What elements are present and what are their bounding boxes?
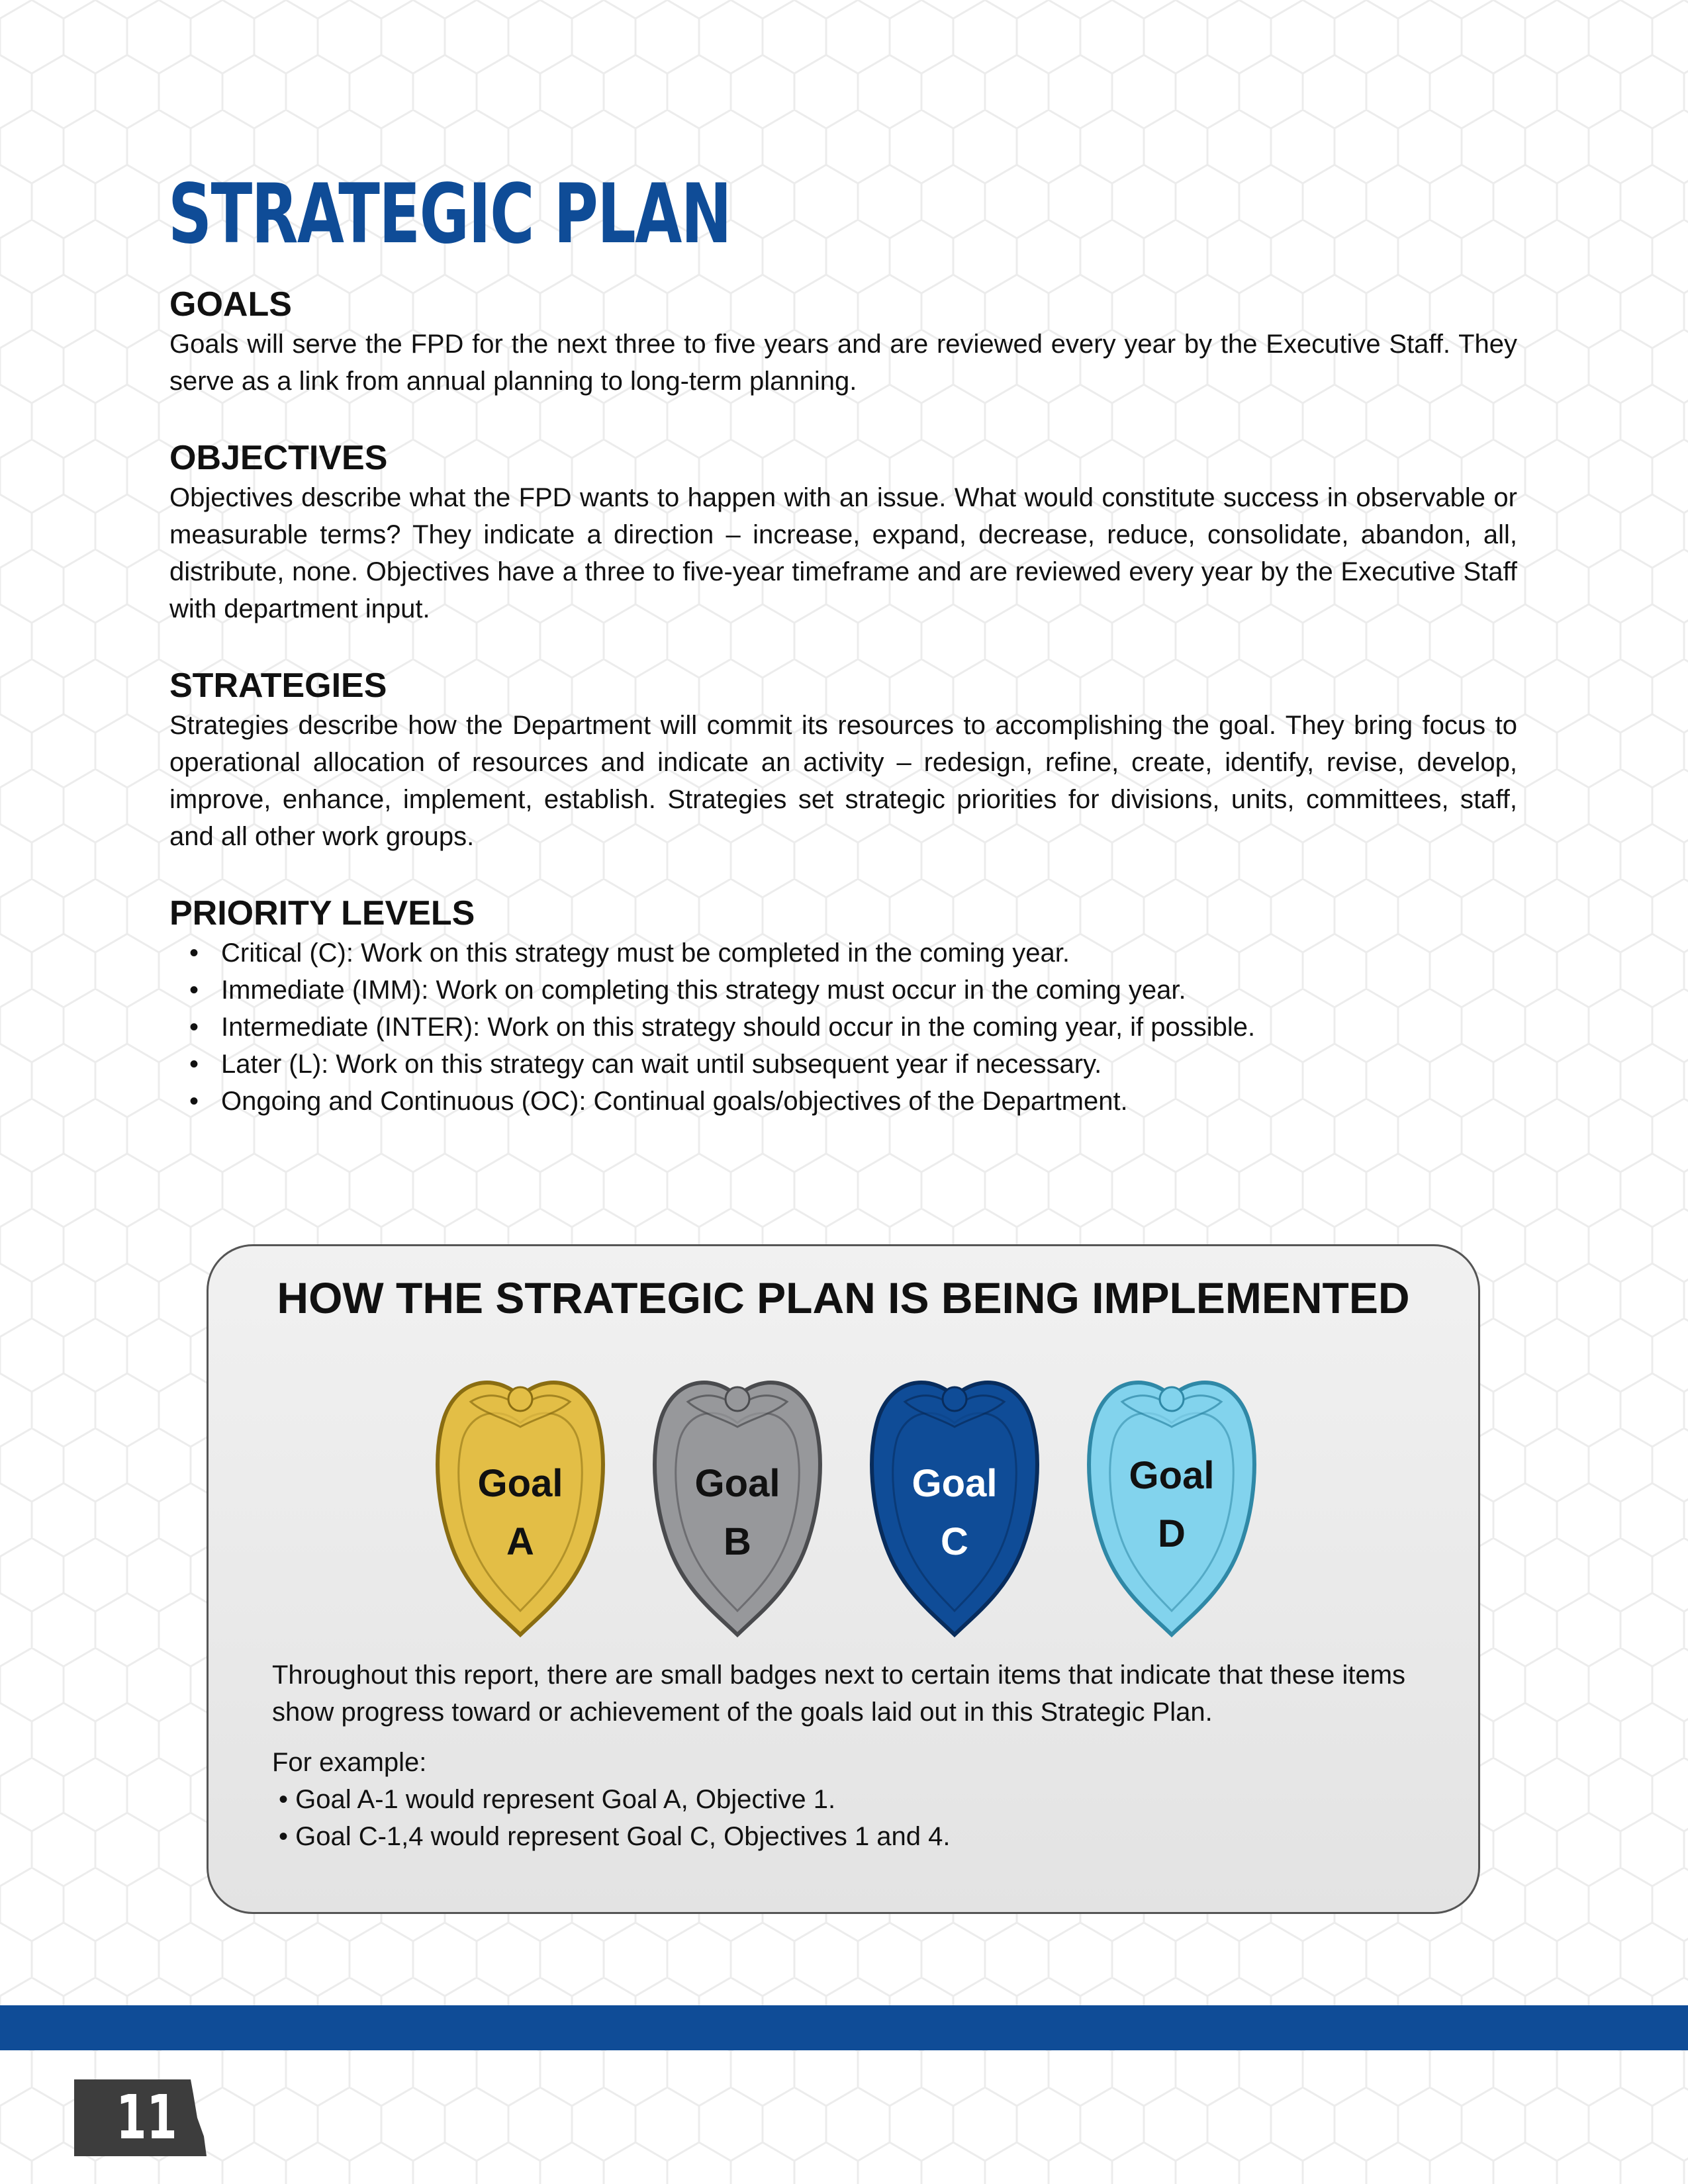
goals-section — [169, 283, 1517, 400]
list-item: • Later (L): Work on this strategy can wait until subsequent year if necessary. — [189, 1050, 1102, 1079]
page-title: STRATEGIC PLAN — [168, 167, 731, 262]
priority-levels-section — [169, 892, 1517, 1120]
goal-badge-c — [865, 1362, 1044, 1640]
priority-item-text: Immediate (IMM): Work on completing this strategy must occur in the coming year. — [221, 976, 1186, 1005]
objectives-text: Objectives describe what the FPD wants to happen with an issue. What would constitute success in observable or measurable terms? They indicate a direction – increase, expand, decrease, reduce, consolidate, abandon, all, distribute, none. Objectives have a three to five-year timeframe and are reviewed every year by the Executive Staff with department input. — [169, 483, 1517, 623]
list-item: • Ongoing and Continuous (OC): Continual goals/objectives of the Department. — [189, 1087, 1128, 1116]
goal-badge-b — [648, 1362, 827, 1640]
goal-badge-d — [1082, 1362, 1261, 1640]
priority-item-text: Critical (C): Work on this strategy must be completed in the coming year. — [221, 938, 1070, 968]
strategies-section — [169, 664, 1517, 855]
example-item: • Goal A-1 would represent Goal A, Objective 1. — [279, 1785, 836, 1814]
priority-item-text: Later (L): Work on this strategy can wait until subsequent year if necessary. — [221, 1050, 1102, 1079]
goals-heading: GOALS — [169, 285, 292, 324]
goal-badge-a — [431, 1362, 610, 1640]
footer-bar — [0, 2005, 1688, 2050]
goal-badges — [209, 1362, 1478, 1640]
implementation-title: HOW THE STRATEGIC PLAN IS BEING IMPLEMENTED — [277, 1273, 1410, 1322]
example-intro: For example: — [272, 1748, 427, 1777]
priority-levels-heading: PRIORITY LEVELS — [169, 894, 475, 933]
badge-label-word: Goal — [477, 1462, 563, 1505]
strategies-text: Strategies describe how the Department will commit its resources to accomplishing the goal. They bring focus to operational allocation of resources and indicate an activity – redesign, refine, create, identify, revise, develop, improve, enhance, implement, establish. Strategies set strategic priorities for divisions, units, committees, staff, and all other work groups. — [169, 711, 1517, 851]
list-item: • Critical (C): Work on this strategy must be completed in the coming year. — [189, 938, 1070, 968]
page-number-tab — [74, 2079, 208, 2156]
implementation-text — [272, 1657, 1424, 1855]
badge-label-word: Goal — [912, 1462, 998, 1505]
example-item: • Goal C-1,4 would represent Goal C, Objectives 1 and 4. — [279, 1822, 951, 1851]
badge-label-letter: B — [724, 1520, 751, 1563]
priority-levels-list — [169, 934, 1517, 1120]
goals-text: Goals will serve the FPD for the next three to five years and are reviewed every year by the Executive Staff. They serve as a link from annual planning to long-term planning. — [169, 330, 1517, 396]
implementation-panel — [207, 1244, 1480, 1914]
list-item: • Immediate (IMM): Work on completing this strategy must occur in the coming year. — [189, 976, 1186, 1005]
implementation-description: Throughout this report, there are small badges next to certain items that indicate that these items show progress toward or achievement of the goals laid out in this Strategic Plan. — [272, 1661, 1406, 1727]
priority-item-text: Ongoing and Continuous (OC): Continual goals/objectives of the Department. — [221, 1087, 1128, 1116]
badge-label-word: Goal — [694, 1462, 780, 1505]
badge-label-letter: D — [1158, 1512, 1186, 1555]
badge-label-letter: C — [941, 1520, 968, 1563]
strategies-heading: STRATEGIES — [169, 666, 387, 705]
objectives-heading: OBJECTIVES — [169, 439, 388, 477]
objectives-section — [169, 437, 1517, 627]
main-content — [169, 283, 1517, 1120]
page-number: 11 — [116, 2082, 177, 2153]
priority-item-text: Intermediate (INTER): Work on this strategy should occur in the coming year, if possible. — [221, 1013, 1256, 1042]
badge-label-word: Goal — [1129, 1454, 1215, 1497]
list-item: • Intermediate (INTER): Work on this strategy should occur in the coming year, if possible. — [189, 1013, 1256, 1042]
badge-label-letter: A — [506, 1520, 534, 1563]
